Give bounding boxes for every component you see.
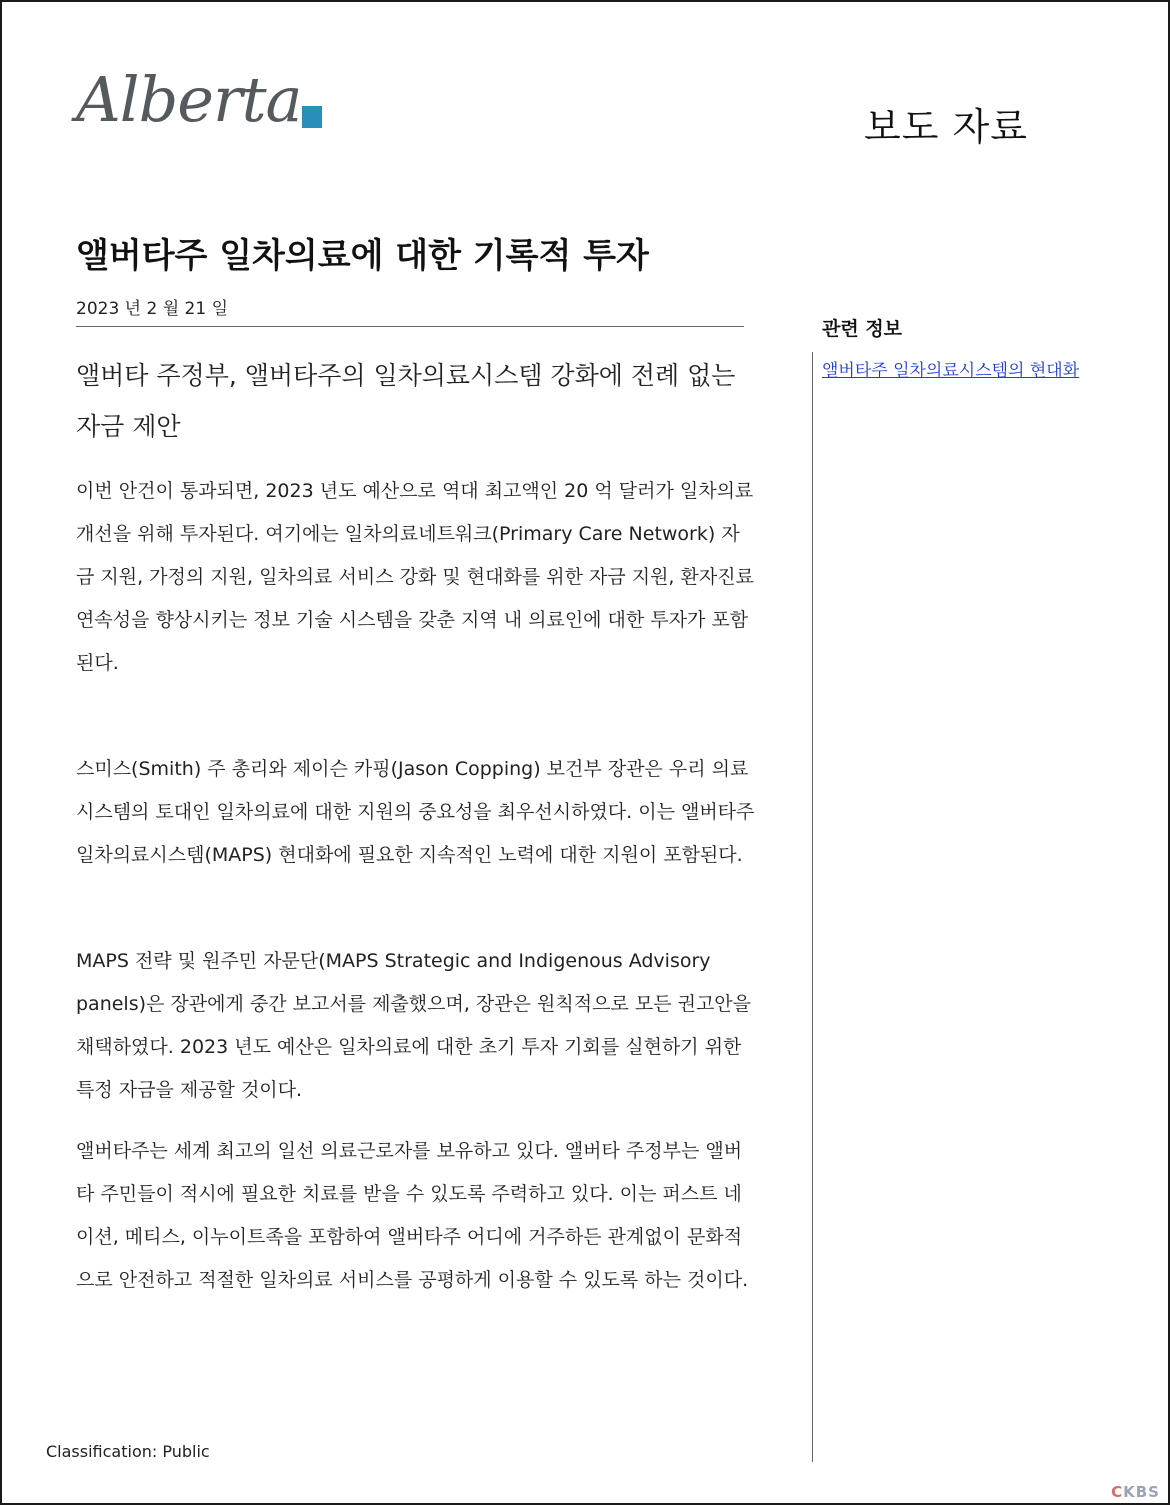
article-paragraph-4: 앨버타주는 세계 최고의 일선 의료근로자를 보유하고 있다. 앨버타 주정부는 앨버타 주민들이 적시에 필요한 치료를 받을 수 있도록 주력하고 있다. 이는 퍼스트 네이션, 메티스, 이누이트족을 포함하여 앨버타주 어디에 거주하든 관계없이 문화적으로 안전하고 적절한 일차의료 서비스를 공평하게 이용할 수 있도록 하는 것이다.	[76, 1140, 749, 1291]
alberta-logo-wordmark: Alberta	[76, 63, 302, 136]
article-subtitle: 앨버타 주정부, 앨버타주의 일차의료시스템 강화에 전례 없는 자금 제안	[76, 361, 736, 441]
article-paragraph-3: MAPS 전략 및 원주민 자문단(MAPS Strategic and Indigenous Advisory panels)은 장관에게 중간 보고서를 제출했으며, 장관은 원칙적으로 모든 권고안을 채택하였다. 2023 년도 예산은 일차의료에 대한 초기 투자 기회를 실현하기 위한 특정 자금을 제공할 것이다.	[76, 950, 752, 1101]
alberta-logo	[76, 64, 326, 146]
classification-label: Classification: Public	[46, 1442, 210, 1461]
article-date: 2023 년 2 월 21 일	[76, 299, 228, 319]
article-title: 앨버타주 일차의료에 대한 기록적 투자	[76, 236, 649, 276]
document-type-label: 보도 자료	[864, 105, 1028, 149]
watermark-prefix: C	[1111, 1483, 1124, 1501]
title-divider	[76, 326, 744, 327]
article-paragraph-1: 이번 안건이 통과되면, 2023 년도 예산으로 역대 최고액인 20 억 달러가 일차의료 개선을 위해 투자된다. 여기에는 일차의료네트워크(Primary Care Network) 자금 지원, 가정의 지원, 일차의료 서비스 강화 및 현대화를 위한 자금 지원, 환자진료 연속성을 향상시키는 정보 기술 시스템을 갖춘 지역 내 의료인에 대한 투자가 포함된다.	[76, 480, 754, 674]
watermark-rest: KBS	[1123, 1483, 1160, 1501]
related-info-heading: 관련 정보	[822, 318, 903, 340]
article-paragraph-2: 스미스(Smith) 주 총리와 제이슨 카핑(Jason Copping) 보건부 장관은 우리 의료 시스템의 토대인 일차의료에 대한 지원의 중요성을 최우선시하였다. 이는 앨버타주 일차의료시스템(MAPS) 현대화에 필요한 지속적인 노력에 대한 지원이 포함된다.	[76, 758, 755, 866]
related-info-link[interactable]: 앨버타주 일차의료시스템의 현대화	[822, 361, 1080, 381]
alberta-logo-square-icon	[302, 106, 322, 128]
kbs-watermark	[1111, 1483, 1160, 1501]
sidebar-divider	[812, 352, 813, 1462]
